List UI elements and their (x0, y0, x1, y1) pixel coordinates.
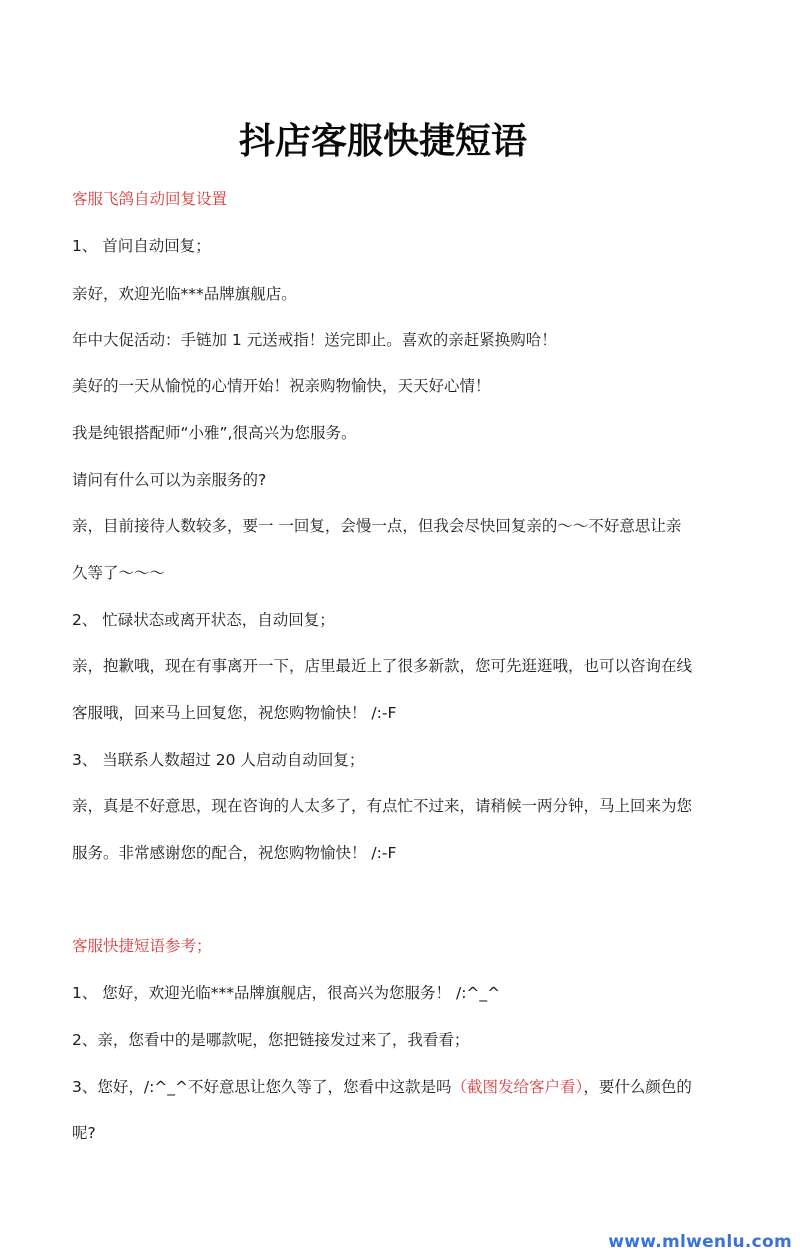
section-heading-quick-phrases: 客服快捷短语参考； (72, 937, 212, 955)
paragraph: 服务。非常感谢您的配合，祝您购物愉快！ /:-F (72, 844, 397, 862)
paragraph: 亲，目前接待人数较多，要一 一回复，会慢一点，但我会尽快回复亲的～～不好意思让亲 (72, 517, 682, 535)
paragraph: 亲好，欢迎光临***品牌旗舰店。 (72, 285, 297, 303)
page-title: 抖店客服快捷短语 (238, 121, 527, 162)
paragraph: 亲，真是不好意思，现在咨询的人太多了，有点忙不过来，请稍候一两分钟，马上回来为您 (72, 797, 693, 815)
paragraph: 年中大促活动：手链加 1 元送戒指！送完即止。喜欢的亲赶紧换购哈！ (72, 331, 557, 349)
paragraph: 客服哦，回来马上回复您，祝您购物愉快！ /:-F (72, 704, 397, 722)
list-item (72, 1076, 692, 1098)
paragraph: 久等了～～～ (72, 564, 166, 582)
watermark: www.mlwenlu.com (608, 1232, 792, 1252)
list-item: 3、 当联系人数超过 20 人启动自动回复； (72, 751, 365, 769)
list-item: 1、 您好，欢迎光临***品牌旗舰店，很高兴为您服务！ /:^_^ (72, 984, 501, 1002)
list-item: 1、 首问自动回复； (72, 237, 211, 255)
line-text: ，要什么颜色的 (583, 1078, 692, 1096)
paragraph: 美好的一天从愉悦的心情开始！祝亲购物愉快，天天好心情！ (72, 377, 491, 395)
paragraph: 呢? (72, 1124, 96, 1142)
paragraph: 请问有什么可以为亲服务的? (72, 471, 267, 489)
list-item: 2、亲，您看中的是哪款呢，您把链接发过来了，我看看； (72, 1031, 470, 1049)
highlight-note: （截图发给客户看） (451, 1078, 584, 1096)
line-text: 3、您好，/:^_^不好意思让您久等了，您看中这款是吗 (72, 1078, 452, 1096)
paragraph: 亲，抱歉哦，现在有事离开一下，店里最近上了很多新款，您可先逛逛哦，也可以咨询在线 (72, 657, 693, 675)
list-item: 2、 忙碌状态或离开状态，自动回复； (72, 611, 335, 629)
paragraph: 我是纯银搭配师“小雅”,很高兴为您服务。 (72, 424, 357, 442)
section-heading-auto-reply: 客服飞鸽自动回复设置 (72, 190, 228, 208)
